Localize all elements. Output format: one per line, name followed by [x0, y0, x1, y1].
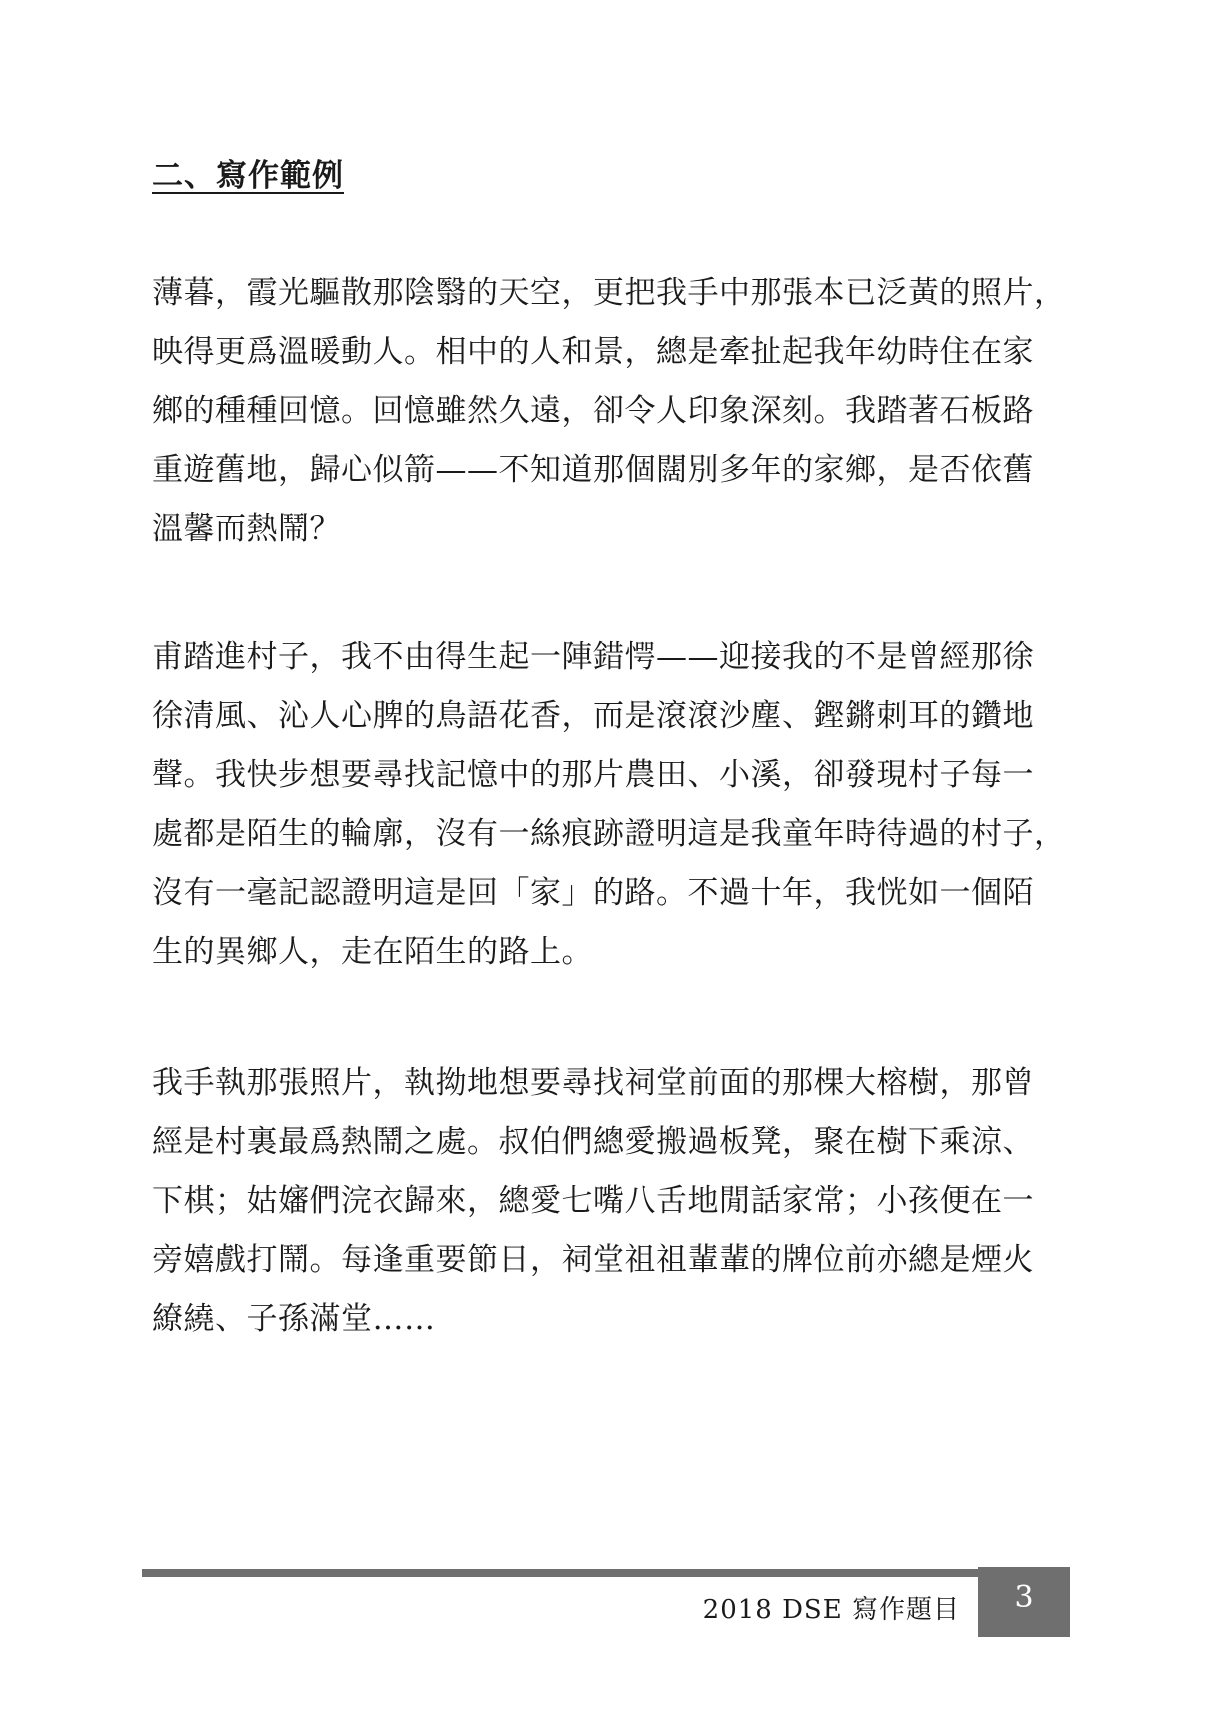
section-heading: 二、寫作範例	[152, 158, 344, 194]
paragraph-line: 鄉的種種回憶。回憶雖然久遠，卻令人印象深刻。我踏著石板路	[152, 393, 1034, 429]
paragraph-1	[152, 264, 1082, 559]
paragraph-line: 沒有一毫記認證明這是回「家」的路。不過十年，我恍如一個陌	[152, 875, 1034, 911]
paragraph-line: 我手執那張照片，執拗地想要尋找祠堂前面的那棵大榕樹，那曾	[152, 1065, 1034, 1101]
paragraph-3	[152, 1054, 1082, 1349]
paragraph-line: 處都是陌生的輪廓，沒有一絲痕跡證明這是我童年時待過的村子，	[152, 816, 1066, 852]
paragraph-line: 薄暮，霞光驅散那陰翳的天空，更把我手中那張本已泛黃的照片，	[152, 275, 1066, 311]
footer-title: 2018 DSE 寫作題目	[702, 1595, 960, 1625]
paragraph-line: 甫踏進村子，我不由得生起一陣錯愕——迎接我的不是曾經那徐	[152, 639, 1034, 675]
paragraph-line: 聲。我快步想要尋找記憶中的那片農田、小溪，卻發現村子每一	[152, 757, 1034, 793]
paragraph-line: 旁嬉戲打鬧。每逢重要節日，祠堂祖祖輩輩的牌位前亦總是煙火	[152, 1242, 1034, 1278]
paragraph-line: 經是村裏最爲熱鬧之處。叔伯們總愛搬過板凳，聚在樹下乘涼、	[152, 1124, 1034, 1160]
paragraph-line: 映得更爲溫暖動人。相中的人和景，總是牽扯起我年幼時住在家	[152, 334, 1034, 370]
paragraph-line: 徐清風、沁人心脾的鳥語花香，而是滾滾沙塵、鏗鏘刺耳的鑽地	[152, 698, 1034, 734]
paragraph-line: 重遊舊地，歸心似箭——不知道那個闊別多年的家鄉，是否依舊	[152, 452, 1034, 488]
paragraph-line: 繚繞、子孫滿堂……	[152, 1301, 436, 1337]
footer-divider	[142, 1569, 1070, 1577]
paragraph-2	[152, 628, 1082, 982]
paragraph-line: 生的異鄉人，走在陌生的路上。	[152, 934, 593, 970]
paragraph-line: 溫馨而熱鬧？	[152, 511, 341, 547]
page-number: 3	[978, 1567, 1070, 1637]
paragraph-line: 下棋；姑嬸們浣衣歸來，總愛七嘴八舌地閒話家常；小孩便在一	[152, 1183, 1034, 1219]
